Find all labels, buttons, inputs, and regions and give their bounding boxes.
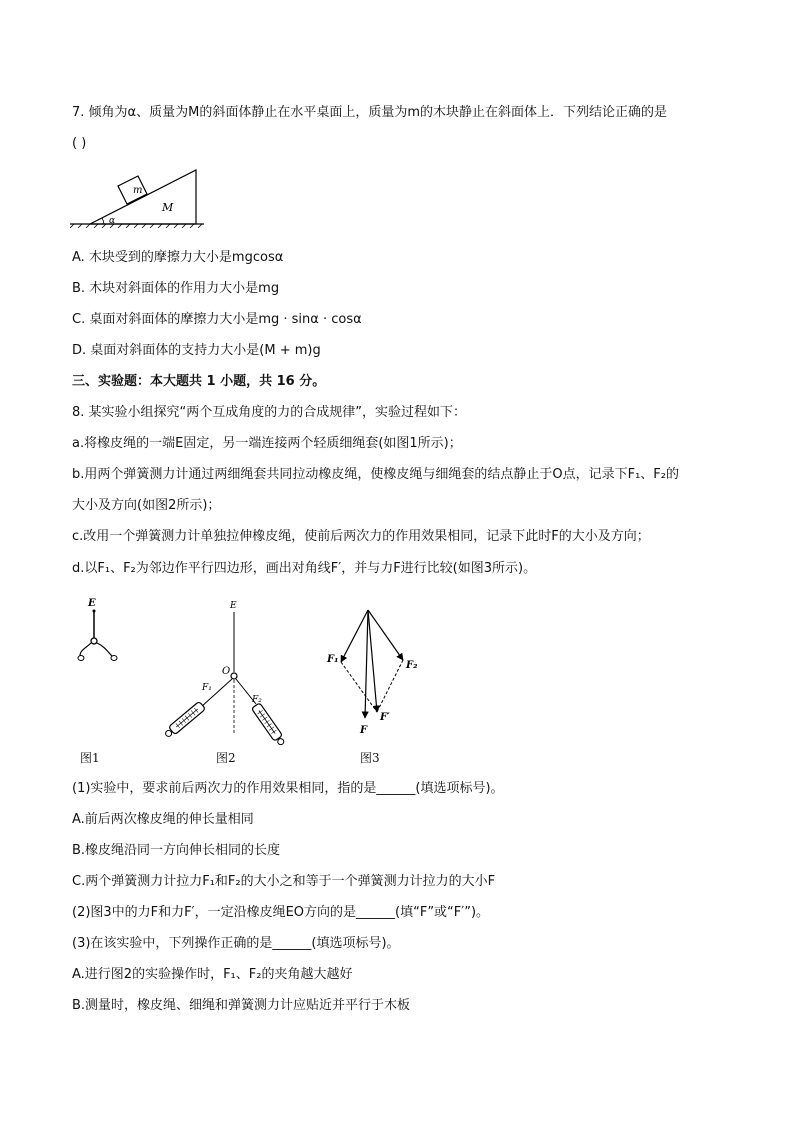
q7-stem: 7. 倾角为α、质量为M的斜面体静止在水平桌面上，质量为m的木块静止在斜面体上．下列结论正确的是 bbox=[72, 105, 667, 120]
q7-option-a: A. 木块受到的摩擦力大小是mgcosα bbox=[72, 250, 284, 265]
fig3-F1-label: F₁ bbox=[327, 654, 339, 665]
figure-3 bbox=[320, 600, 430, 740]
q7-answer-paren: ( ) bbox=[72, 136, 87, 151]
fig2-caption: 图2 bbox=[216, 751, 236, 765]
q8-sub1-option-b: B.橡皮绳沿同一方向伸长相同的长度 bbox=[72, 843, 281, 858]
q8-step-b-cont: 大小及方向(如图2所示)； bbox=[72, 498, 221, 513]
figure-2 bbox=[155, 594, 295, 746]
q8-step-c: c.改用一个弹簧测力计单独拉伸橡皮绳，使前后两次力的作用效果相同，记录下此时F的大小及方向； bbox=[72, 529, 650, 544]
fig2-O-label: O bbox=[222, 666, 231, 677]
q8-stem: 8. 某实验小组探究“两个互成角度的力的合成规律”，实验过程如下： bbox=[72, 405, 467, 420]
q8-step-b: b.用两个弹簧测力计通过两细绳套共同拉动橡皮绳，使橡皮绳与细绳套的结点静止于O点，记录下F₁、F₂的 bbox=[72, 467, 679, 482]
q8-sub3-stem: (3)在该实验中，下列操作正确的是______(填选项标号)。 bbox=[72, 936, 400, 951]
q8-step-d: d.以F₁、F₂为邻边作平行四边形，画出对角线F′，并与力F进行比较(如图3所示)。 bbox=[72, 561, 537, 576]
q7-option-c: C. 桌面对斜面体的摩擦力大小是mg · sinα · cosα bbox=[72, 312, 362, 327]
incline-wedge bbox=[90, 170, 196, 224]
spring-scale-2 bbox=[251, 703, 286, 746]
angle-label: α bbox=[109, 216, 116, 226]
fig2-F1-label: F₁ bbox=[202, 683, 212, 693]
figure-1 bbox=[70, 594, 130, 672]
fig2-F2-label: F₂ bbox=[252, 695, 262, 705]
q8-sub3-option-b: B.测量时，橡皮绳、细绳和弹簧测力计应贴近并平行于木板 bbox=[72, 998, 411, 1013]
q8-sub1-stem: (1)实验中，要求前后两次力的作用效果相同，指的是______(填选项标号)。 bbox=[72, 781, 504, 796]
q8-sub3-option-a: A.进行图2的实验操作时，F₁、F₂的夹角越大越好 bbox=[72, 967, 353, 982]
fig3-F2-label: F₂ bbox=[406, 660, 418, 671]
q7-option-d: D. 桌面对斜面体的支持力大小是(M + m)g bbox=[72, 343, 321, 358]
block-label: m bbox=[133, 185, 143, 196]
q8-step-a: a.将橡皮绳的一端E固定，另一端连接两个轻质细绳套(如图1所示)； bbox=[72, 436, 462, 451]
q8-sub1-option-c: C.两个弹簧测力计拉力F₁和F₂的大小之和等于一个弹簧测力计拉力的大小F bbox=[72, 874, 496, 889]
fig1-caption: 图1 bbox=[80, 751, 100, 765]
wedge-label: M bbox=[162, 201, 174, 214]
q8-sub1-option-a: A.前后两次橡皮绳的伸长量相同 bbox=[72, 812, 254, 827]
fig3-F-label: F bbox=[360, 725, 368, 736]
fig3-Fprime-label: F′ bbox=[380, 712, 390, 723]
section-heading: 三、实验题：本大题共 1 小题，共 16 分。 bbox=[72, 374, 326, 389]
q7-option-b: B. 木块对斜面体的作用力大小是mg bbox=[72, 281, 280, 296]
fig1-E-label: E bbox=[88, 598, 96, 609]
fig3-caption: 图3 bbox=[360, 751, 380, 765]
spring-scale-1 bbox=[163, 701, 205, 739]
q8-sub2-stem: (2)图3中的力F和力F′，一定沿橡皮绳EO方向的是______(填“F”或“F′”)。 bbox=[72, 905, 490, 920]
incline-figure bbox=[70, 166, 210, 228]
fig2-E-label: E bbox=[230, 601, 237, 611]
